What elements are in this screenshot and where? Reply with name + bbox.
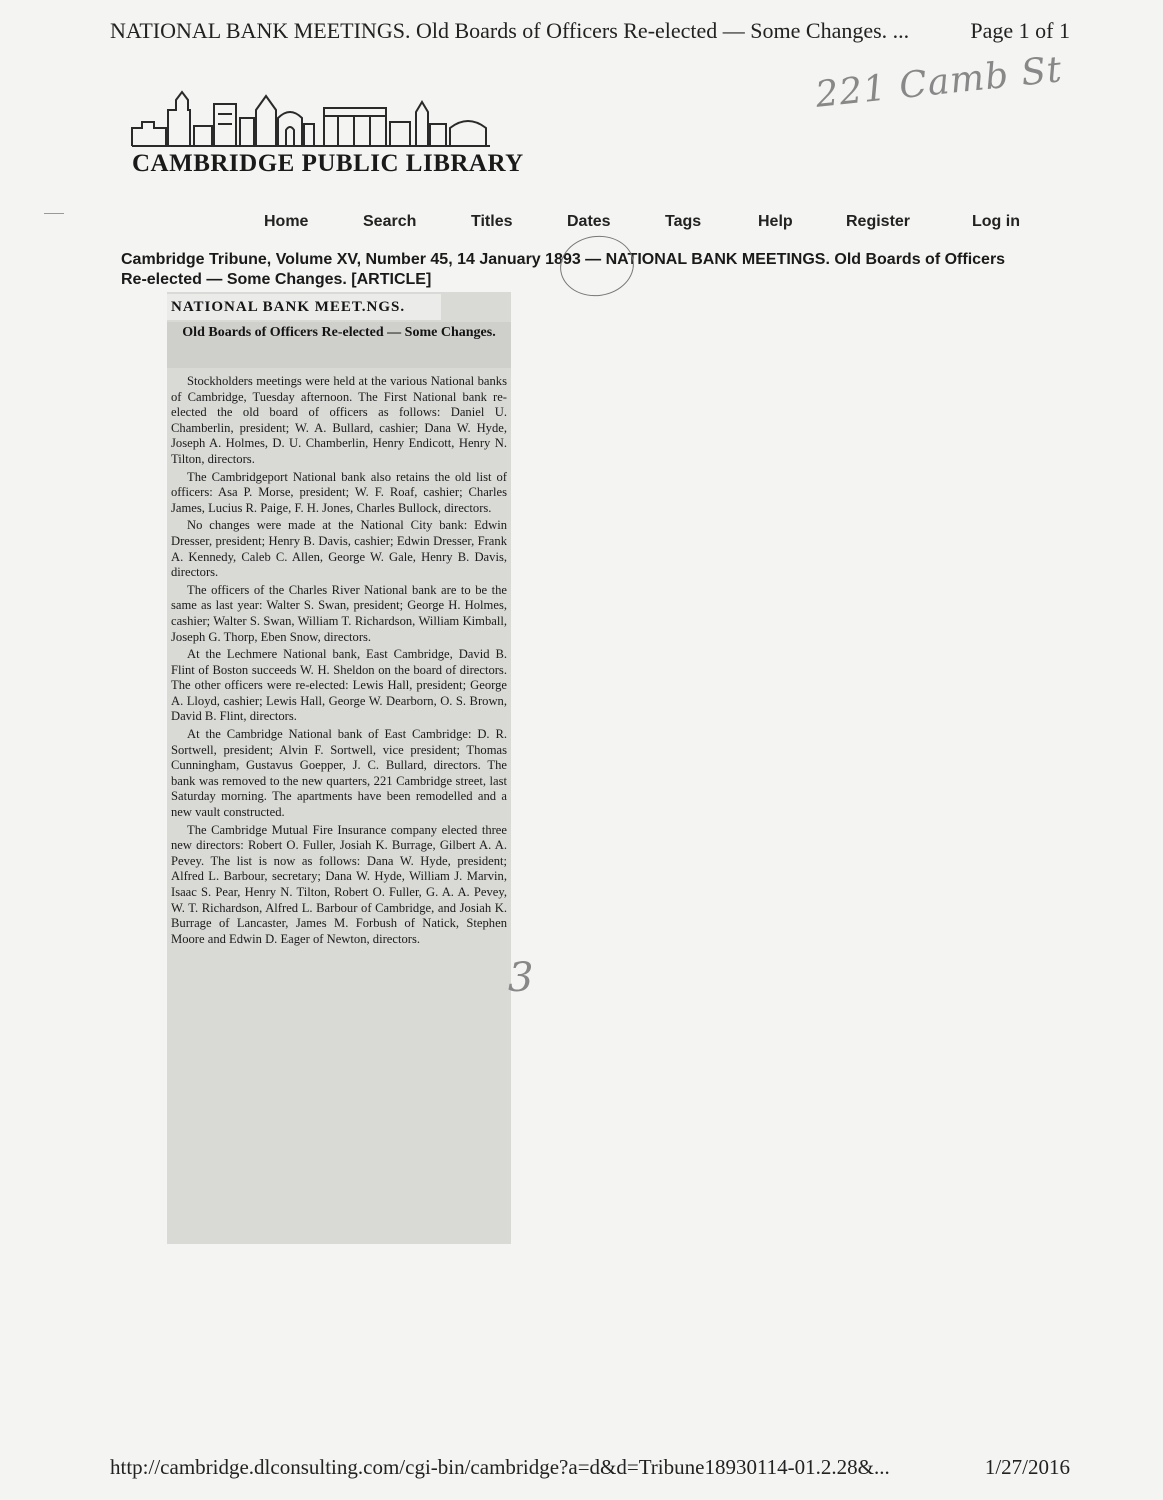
nav-search-link[interactable]: Search [363,213,417,230]
article-paragraph: The Cambridge Mutual Fire Insurance company elected three new directors: Robert O. Fuller, Josiah K. Burrage, Gilbert A. A. Pevey. The list is now as follows: Dana W. Hyde, president; Alfred L. Barbour, secretary; Dana W. Hyde, William J. Marvin, Isaac S. Pear, Henry N. Tilton, Robert O. Fuller, G. A. A. Pevey, W. T. Richardson, Alfred L. Barbour of Cambridge, and Josiah K. Burrage of Lancaster, James M. Forbush of Natick, Stephen Moore and Edwin D. Eager of Newton, directors. [171,822,507,946]
article-headline: NATIONAL BANK MEET.NGS. [167,294,441,320]
library-name: CAMBRIDGE PUBLIC LIBRARY [132,150,524,177]
handwritten-circle-mark [556,231,638,301]
print-footer [110,1455,1070,1483]
nav-dates-link[interactable]: Dates [567,213,611,230]
article-body [171,374,507,949]
article-subheadline: Old Boards of Officers Re-elected — Some Changes. [167,322,511,368]
scan-edge-mark [44,213,64,214]
nav-register-link[interactable]: Register [846,213,911,230]
article-paragraph: No changes were made at the National City bank: Edwin Dresser, president; Henry B. Davis, cashier; Edwin Dresser, Frank A. Kennedy, Caleb C. Allen, George W. Gale, Henry B. Davis, directors. [171,518,507,580]
print-header [110,18,1070,50]
article-paragraph: At the Lechmere National bank, East Cambridge, David B. Flint of Boston succeeds W. H. Sheldon on the board of directors. The other officers were re-elected: Lewis Hall, president; George A. Lloyd, cashier; Lewis Hall, George W. Dearborn, O. S. Brown, David B. Flint, directors. [171,647,507,724]
handwritten-margin-mark: 3 [508,955,534,1001]
skyline-icon [128,88,498,150]
article-paragraph: The Cambridgeport National bank also retains the old list of officers: Asa P. Morse, president; W. F. Roaf, cashier; Charles James, Lucius R. Paige, F. H. Jones, Charles Bullock, directors. [171,469,507,515]
print-footer-url: http://cambridge.dlconsulting.com/cgi-bin/cambridge?a=d&d=Tribune18930114-01.2.28&... [110,1455,890,1479]
handwritten-address-note: 221 Camb St [813,49,1065,116]
library-logo[interactable] [128,88,524,183]
print-header-title: NATIONAL BANK MEETINGS. Old Boards of Officers Re-elected — Some Changes. ... [110,18,910,43]
newspaper-clipping [167,292,511,1244]
main-navigation [230,213,1060,237]
nav-help-link[interactable]: Help [758,213,793,230]
article-citation: Cambridge Tribune, Volume XV, Number 45, 14 January 1893 — NATIONAL BANK MEETINGS. Old Boards of Officers Re-elected — Some Changes. [ARTICLE] [121,251,1006,288]
nav-titles-link[interactable]: Titles [471,213,513,230]
article-paragraph: At the Cambridge National bank of East Cambridge: D. R. Sortwell, president; Alvin F. Sortwell, vice president; Thomas Cunningham, Gustavus Goepper, J. C. Bullard, directors. The bank was removed to the new quarters, 221 Cambridge street, last Saturday morning. The apartments have been remodelled and a new vault constructed. [171,727,507,820]
print-header-page-number: Page 1 of 1 [970,18,1070,43]
nav-login-link[interactable]: Log in [972,213,1020,230]
nav-home-link[interactable]: Home [264,213,309,230]
article-paragraph: The officers of the Charles River National bank are to be the same as last year: Walter S. Swan, president; George H. Holmes, cashier; Walter S. Swan, William T. Richardson, William Kimball, Joseph G. Thorp, Eben Snow, directors. [171,582,507,644]
nav-tags-link[interactable]: Tags [665,213,702,230]
article-paragraph: Stockholders meetings were held at the various National banks of Cambridge, Tuesday afternoon. The First National bank re-elected the old board of officers as follows: Daniel U. Chamberlin, president; W. A. Bullard, cashier; Dana W. Hyde, Joseph A. Holmes, D. U. Chamberlin, Henry Endicott, Henry N. Tilton, directors. [171,374,507,466]
print-footer-date: 1/27/2016 [984,1455,1070,1479]
